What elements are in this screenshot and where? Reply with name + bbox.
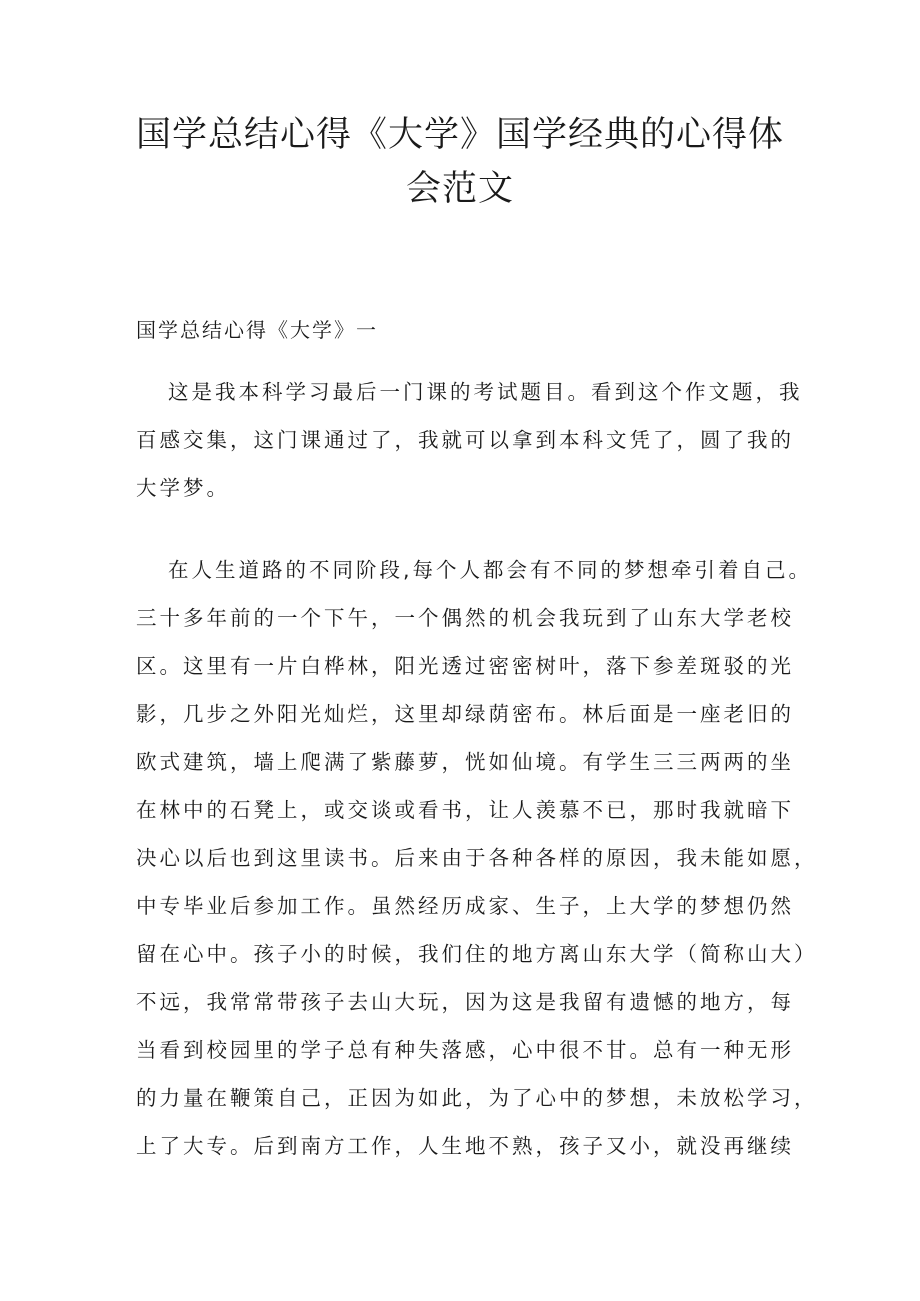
paragraph-line: 不远，我常常带孩子去山大玩，因为这是我留有遗憾的地方，每	[136, 990, 794, 1014]
paragraph-line: 百感交集，这门课通过了，我就可以拿到本科文凭了，圆了我的	[136, 428, 794, 452]
paragraph-line: 在人生道路的不同阶段,每个人都会有不同的梦想牵引着自己。	[168, 558, 813, 582]
section-heading: 国学总结心得《大学》一	[136, 318, 378, 342]
paragraph-line: 决心以后也到这里读书。后来由于各种各样的原因，我未能如愿，	[136, 846, 818, 870]
paragraph-line: 影，几步之外阳光灿烂，这里却绿荫密布。林后面是一座老旧的	[136, 702, 794, 726]
paragraph-line: 大学梦。	[136, 476, 230, 500]
paragraph-line: 这是我本科学习最后一门课的考试题目。看到这个作文题，我	[168, 380, 803, 404]
paragraph-line: 中专毕业后参加工作。虽然经历成家、生子，上大学的梦想仍然	[136, 894, 794, 918]
title-line: 国学总结心得《大学》国学经典的心得体	[135, 115, 784, 155]
paragraph-line: 欧式建筑，墙上爬满了紫藤萝，恍如仙境。有学生三三两两的坐	[136, 750, 794, 774]
document-title	[120, 108, 800, 216]
paragraph-line: 的力量在鞭策自己，正因为如此，为了心中的梦想，未放松学习，	[136, 1086, 818, 1110]
paragraph-line: 在林中的石凳上，或交谈或看书，让人羡慕不已，那时我就暗下	[136, 798, 794, 822]
paragraph-line: 上了大专。后到南方工作，人生地不熟，孩子又小，就没再继续	[136, 1134, 794, 1158]
paragraph-line: 区。这里有一片白桦林，阳光透过密密树叶，落下参差斑驳的光	[136, 654, 794, 678]
paragraph-line: 当看到校园里的学子总有种失落感，心中很不甘。总有一种无形	[136, 1038, 794, 1062]
paragraph-line: 留在心中。孩子小的时候，我们住的地方离山东大学（简称山大）	[136, 942, 818, 966]
title-line: 会范文	[405, 169, 514, 209]
paragraph-line: 三十多年前的一个下午，一个偶然的机会我玩到了山东大学老校	[136, 606, 794, 630]
paragraph	[136, 546, 818, 1170]
paragraph	[136, 368, 803, 512]
